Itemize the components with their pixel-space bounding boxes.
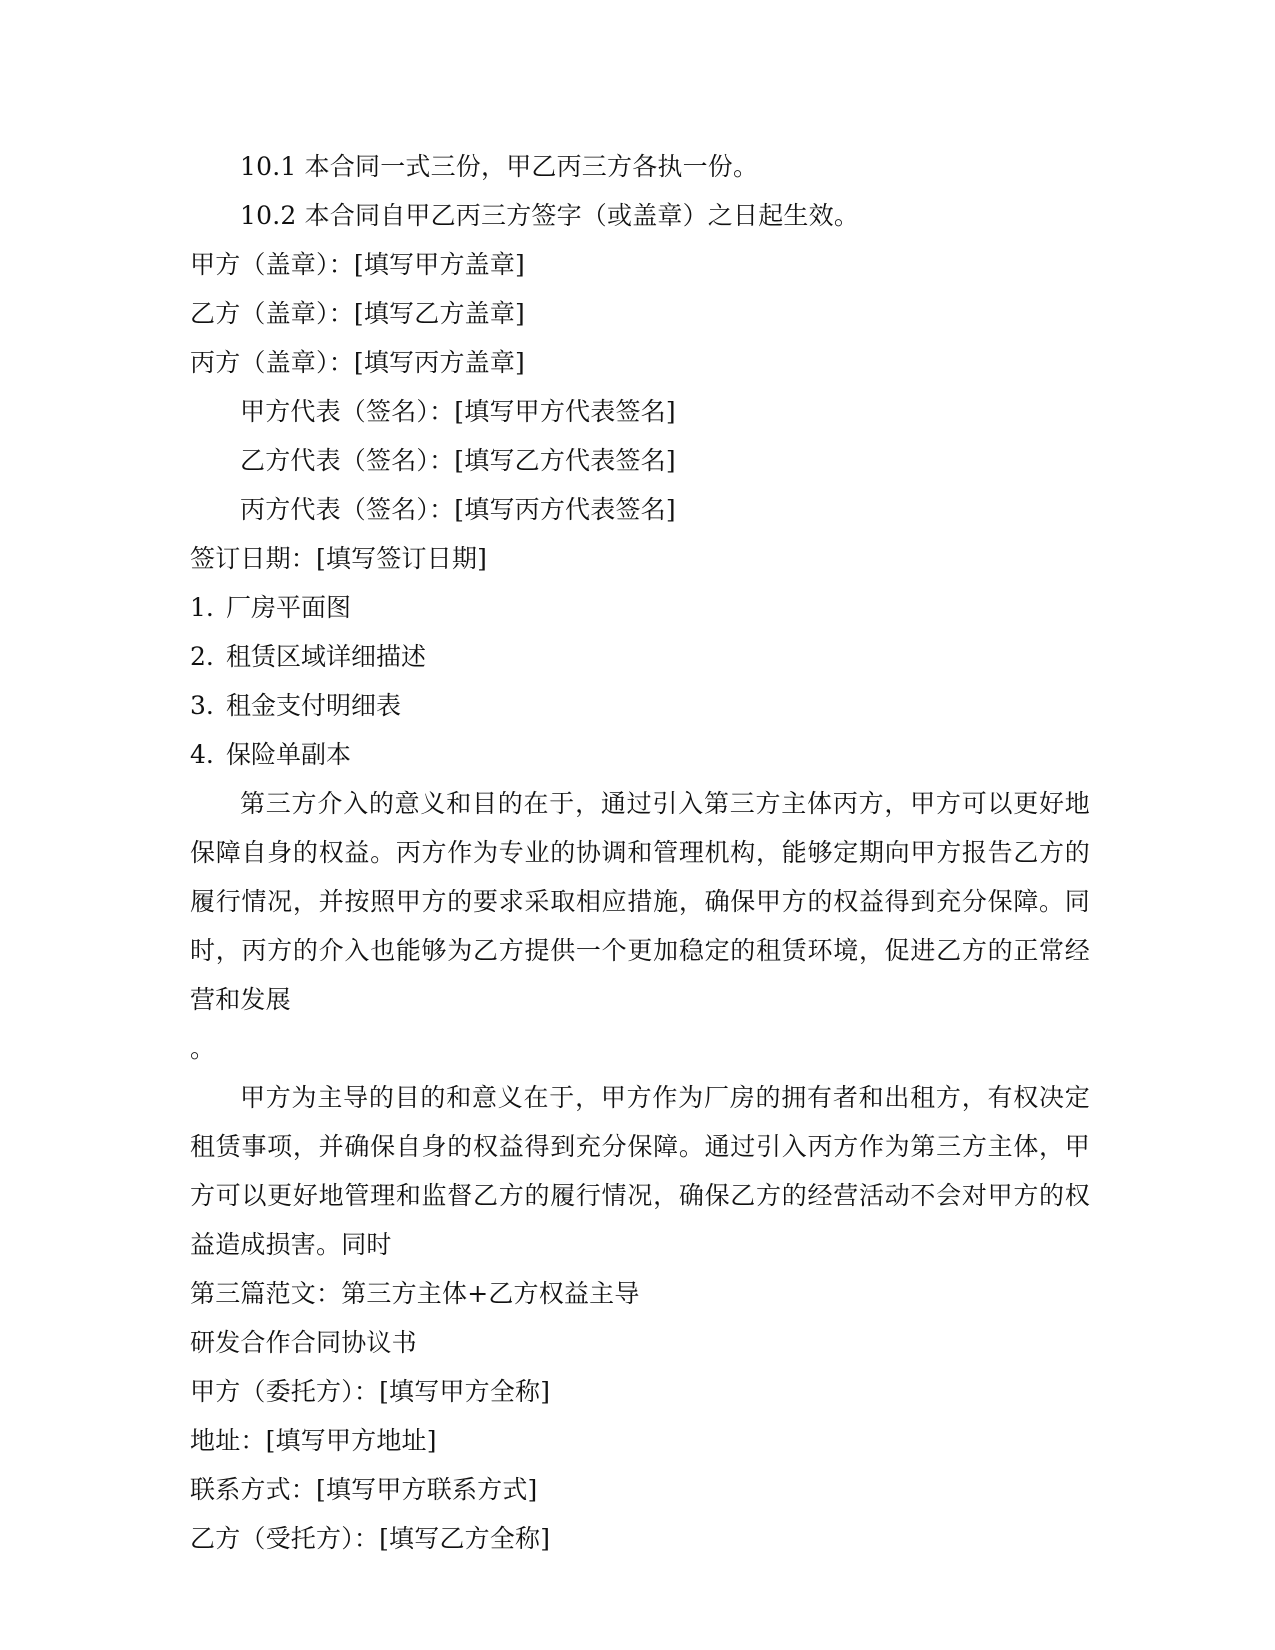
attachment-number: 4. — [190, 740, 214, 769]
attachment-text: 保险单副本 — [226, 740, 352, 769]
paragraph-third-party-intervention-end: 。 — [190, 1034, 216, 1063]
party-a-contact: 联系方式：[填写甲方联系方式] — [190, 1475, 538, 1504]
seal-party-c: 丙方（盖章）：[填写丙方盖章] — [190, 348, 526, 377]
attachment-item — [190, 632, 1090, 681]
attachment-item — [190, 681, 1090, 730]
attachment-text: 租金支付明细表 — [226, 691, 402, 720]
attachment-number: 2. — [190, 642, 214, 671]
paragraph-party-a-leading: 甲方为主导的目的和意义在于，甲方作为厂房的拥有者和出租方，有权决定租赁事项，并确保自身的权益得到充分保障。通过引入丙方作为第三方主体，甲方可以更好地管理和监督乙方的履行情况，确保乙方的经营活动不会对甲方的权益造成损害。同时 — [190, 1083, 1090, 1259]
sample-title: 第三篇范文：第三方主体+乙方权益主导 — [190, 1279, 640, 1308]
clause-10-2: 10.2 本合同自甲乙丙三方签字（或盖章）之日起生效。 — [240, 201, 860, 230]
representative-party-c: 丙方代表（签名）：[填写丙方代表签名] — [240, 495, 676, 524]
clause-10-1: 10.1 本合同一式三份，甲乙丙三方各执一份。 — [240, 152, 759, 181]
representative-party-b: 乙方代表（签名）：[填写乙方代表签名] — [240, 446, 676, 475]
attachment-item — [190, 583, 1090, 632]
attachment-text: 厂房平面图 — [226, 593, 352, 622]
document-body — [190, 142, 1090, 1563]
attachment-number: 1. — [190, 593, 214, 622]
sign-date: 签订日期：[填写签订日期] — [190, 544, 488, 573]
contract-title: 研发合作合同协议书 — [190, 1328, 417, 1357]
attachment-item — [190, 730, 1090, 779]
party-b-name: 乙方（受托方）：[填写乙方全称] — [190, 1524, 551, 1553]
representative-party-a: 甲方代表（签名）：[填写甲方代表签名] — [240, 397, 676, 426]
party-a-name: 甲方（委托方）：[填写甲方全称] — [190, 1377, 551, 1406]
paragraph-third-party-intervention: 第三方介入的意义和目的在于，通过引入第三方主体丙方，甲方可以更好地保障自身的权益。丙方作为专业的协调和管理机构，能够定期向甲方报告乙方的履行情况，并按照甲方的要求采取相应措施，确保甲方的权益得到充分保障。同时，丙方的介入也能够为乙方提供一个更加稳定的租赁环境，促进乙方的正常经营和发展 — [190, 789, 1090, 1014]
seal-party-b: 乙方（盖章）：[填写乙方盖章] — [190, 299, 526, 328]
attachment-text: 租赁区域详细描述 — [226, 642, 427, 671]
attachment-number: 3. — [190, 691, 214, 720]
party-a-address: 地址：[填写甲方地址] — [190, 1426, 437, 1455]
seal-party-a: 甲方（盖章）：[填写甲方盖章] — [190, 250, 526, 279]
